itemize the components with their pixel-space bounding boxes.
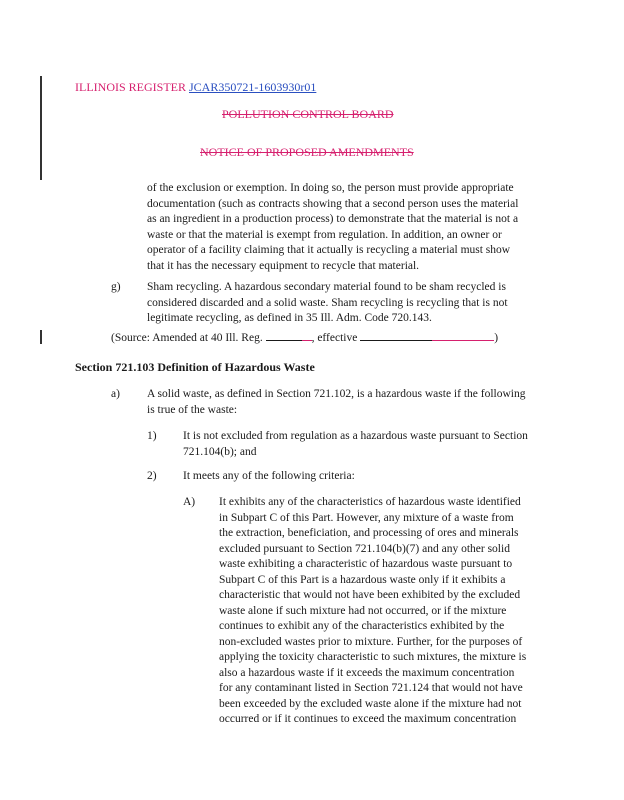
doc-code: JCAR350721-1603930r01 [189,80,317,94]
effective-blank [360,331,432,341]
register-header [75,80,316,95]
text-line: the extraction, beneficiation, and processing of ores and minerals [219,527,519,539]
item-a-text [147,387,525,418]
text-line: It exhibits any of the characteristics of hazardous waste identified [219,496,521,508]
text-line: also a hazardous waste if it exceeds the maximum concentration [219,666,515,679]
text-line: documentation (such as contracts showing that a second person uses the material [147,197,519,210]
reg-blank-insert [302,331,312,341]
item-g-text [147,280,508,327]
text-line: considered discarded and a solid waste. Sham recycling is recycling that is not [147,296,508,309]
source-middle: , effective [311,332,361,344]
text-line: waste alone if such mixture had not occurred, or if the mixture [219,604,507,617]
item-A-label: A) [183,496,196,508]
text-line: 721.104(b); and [183,445,257,458]
item-g-label: g) [111,281,121,293]
item-a-label: a) [111,388,120,400]
text-line: of the exclusion or exemption. In doing so, the person must provide appropriate [147,182,514,194]
text-line: occurred or if it continues to exceed the maximum concentration [219,713,517,725]
text-line: non-excluded wastes prior to mixture. Further, for the purposes of [219,635,523,648]
register-label: ILLINOIS REGISTER [75,80,186,94]
text-line: Subpart C of this Part is a hazardous waste only if it exhibits a [219,573,506,586]
text-line: continues to exhibit any of the characteristics exhibited by the [219,620,505,632]
text-line: been exceeded by the excluded waste alone if the mixture had not [219,697,522,710]
text-line: is true of the waste: [147,403,238,416]
item-1-label: 1) [147,430,157,442]
text-line: applying the toxicity characteristic to such mixtures, the mixture is [219,651,527,663]
item-2-text [183,469,355,485]
text-line: in Subpart C of this Part. However, any mixture of a waste from [219,511,514,524]
reg-blank [266,331,302,341]
text-line: A solid waste, as defined in Section 721.102, is a hazardous waste if the following [147,388,526,400]
text-line: for any contaminant listed in Section 721.124 that would not have [219,682,523,694]
board-heading: POLLUTION CONTROL BOARD [222,107,394,121]
text-line: characteristic that would not have been exhibited by the excluded [219,589,521,601]
item-1-text [183,429,528,460]
revision-bar-source [40,330,42,344]
source-suffix: ) [494,332,499,344]
effective-blank-insert [432,331,494,341]
notice-heading: NOTICE OF PROPOSED AMENDMENTS [200,145,414,159]
text-line: legitimate recycling, as defined in 35 Ill. Adm. Code 720.143. [147,312,432,324]
text-line: operator of a facility claiming that it actually is recycling a material must show [147,244,511,256]
continuation-paragraph [147,181,518,274]
text-line: waste exhibiting a characteristic of hazardous waste pursuant to [219,558,513,570]
text-line: that it has the necessary equipment to recycle that material. [147,259,420,272]
text-line: It is not excluded from regulation as a hazardous waste pursuant to Section [183,430,528,442]
text-line: waste or that the material is exempt from regulation. In addition, an owner or [147,228,502,241]
source-note [111,331,498,347]
item-2-label: 2) [147,470,157,482]
text-line: excluded pursuant to Section 721.104(b)(7) and any other solid [219,542,510,555]
item-A-text [219,495,526,728]
text-line: as an ingredient in a production process) to demonstrate that the material is not a [147,213,519,225]
revision-bar-top [40,76,42,180]
section-heading: Section 721.103 Definition of Hazardous Waste [75,360,315,374]
source-prefix: (Source: Amended at 40 Ill. Reg. [111,332,266,344]
text-line: Sham recycling. A hazardous secondary material found to be sham recycled is [147,281,506,293]
text-line: It meets any of the following criteria: [183,470,355,482]
